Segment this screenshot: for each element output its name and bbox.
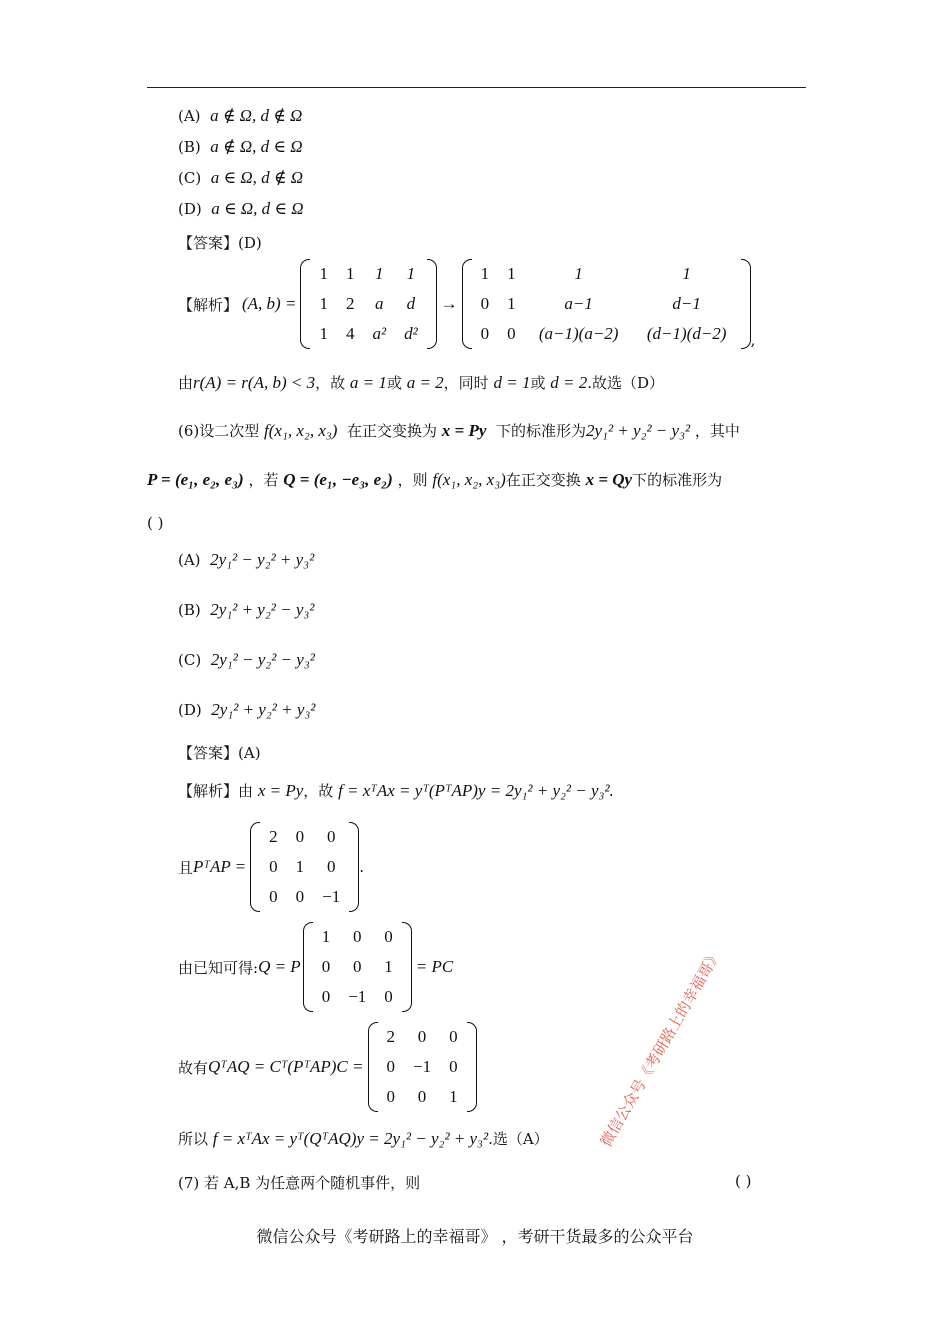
q6-analysis-line3: 由已知可得: Q = P 1 0 0 0 0 1 0 −1 0 = PC xyxy=(178,922,453,1012)
q5-option-d: (D) a ∈ Ω, d ∈ Ω xyxy=(178,199,304,218)
augmented-matrix: 1 1 1 1 1 2 a d 1 4 a² d² xyxy=(300,259,436,349)
q6-stem-line2: P = (e₁, e₂, e₃) ，若 Q = (e₁, −e₃, e₂) ，则 f(x₁, x₂, x₃)在正交变换 x = Qy下的标准形为 xyxy=(147,470,723,489)
q6-analysis-line2: 且 PᵀAP = 2 0 0 0 1 0 0 0 −1 . xyxy=(178,822,364,912)
arrow: → xyxy=(440,294,458,313)
q7-stem: (7) 若 A,B 为任意两个随机事件，则 xyxy=(178,1174,421,1192)
q6-analysis-line5: 所以 f = xᵀAx = yᵀ(QᵀAQ)y = 2y₁² − y₂² + y₃².选（A） xyxy=(178,1129,549,1148)
q6-analysis-line4: 故有 QᵀAQ = Cᵀ(PᵀAP)C = 2 0 0 0 −1 0 0 0 1 xyxy=(178,1022,477,1112)
q5-option-b: (B) a ∉ Ω, d ∈ Ω xyxy=(178,137,303,156)
qtaq-matrix: 2 0 0 0 −1 0 0 0 1 xyxy=(368,1022,477,1112)
page-footer: 微信公众号《考研路上的幸福哥》 ，考研干货最多的公众平台 xyxy=(256,1227,694,1246)
c-matrix: 1 0 0 0 0 1 0 −1 0 xyxy=(303,922,412,1012)
reduced-matrix: 1 1 1 1 0 1 a−1 d−1 0 0 (a−1)(a−2) (d−1)(d−2) xyxy=(462,259,751,349)
q6-analysis-line1: 【解析】由 x = Py，故 f = xᵀAx = yᵀ(PᵀAP)y = 2y₁² + y₂² − y₃². xyxy=(178,781,614,800)
q6-option-d: (D) 2y₁² + y₂² + y₃² xyxy=(178,700,316,719)
header-rule xyxy=(147,87,806,88)
q5-answer: 【答案】(D) xyxy=(178,234,262,252)
q5-conclusion: 由r(A) = r(A, b) < 3，故 a = 1或 a = 2，同时 d = 1或 d = 2.故选（D） xyxy=(178,373,665,392)
q5-analysis: 【解析】 (A, b) = 1 1 1 1 1 2 a d 1 4 a² d² → 1 1 1 1 0 1 a−1 d−1 0 0 (a−1)(a−2) (d−1)(d−2) , xyxy=(178,259,755,349)
q6-option-c: (C) 2y₁² − y₂² − y₃² xyxy=(178,650,315,669)
q7-paren: ( ) xyxy=(735,1172,752,1190)
analysis-label: 【解析】 xyxy=(178,295,239,314)
watermark-stamp: 微信公众号《考研路上的幸福哥》 xyxy=(596,946,725,1150)
q6-answer: 【答案】(A) xyxy=(178,744,261,762)
q5-option-a: (A) a ∉ Ω, d ∉ Ω xyxy=(178,106,303,125)
q6-option-b: (B) 2y₁² + y₂² − y₃² xyxy=(178,600,315,619)
q6-stem-line1: (6)设二次型 f(x₁, x₂, x₃) 在正交变换为 x = Py 下的标准形为2y₁² + y₂² − y₃² ，其中 xyxy=(178,421,740,440)
q5-option-c: (C) a ∈ Ω, d ∉ Ω xyxy=(178,168,303,187)
ptap-matrix: 2 0 0 0 1 0 0 0 −1 xyxy=(250,822,359,912)
q6-paren: ( ) xyxy=(147,514,164,532)
q6-option-a: (A) 2y₁² − y₂² + y₃² xyxy=(178,550,315,569)
